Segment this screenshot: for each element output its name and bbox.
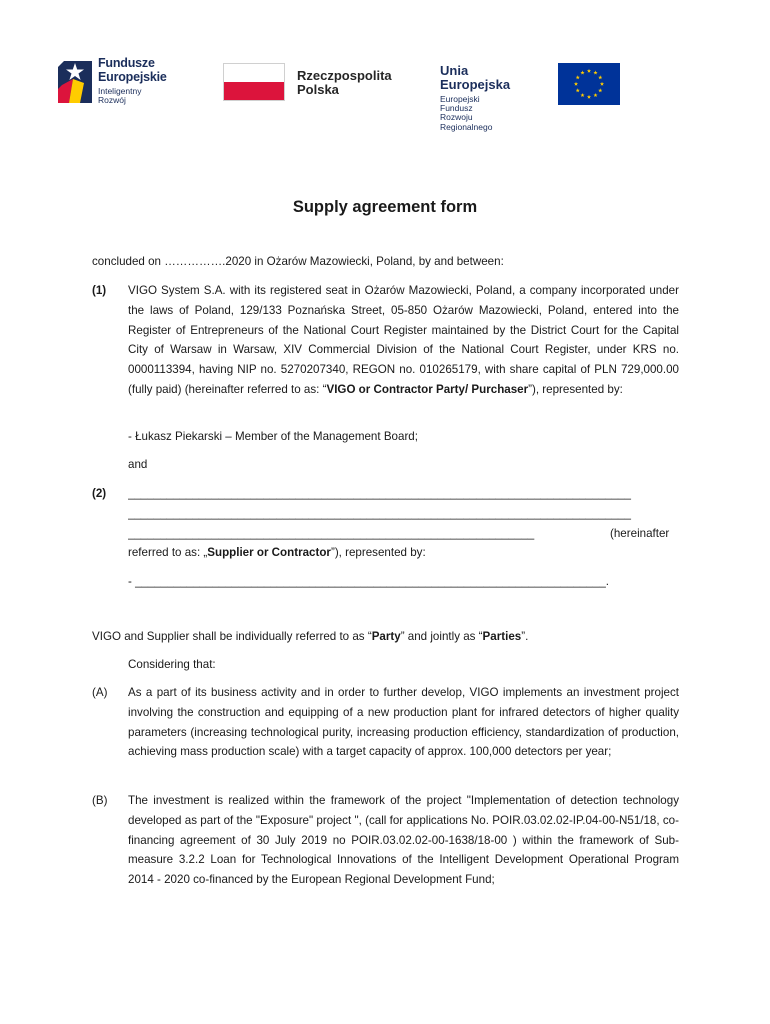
page-title: Supply agreement form — [292, 198, 478, 216]
considering-heading: Considering that: — [128, 658, 216, 671]
ue-line2: Europejski Fundusz — [440, 93, 480, 113]
party2-blank-line-2: ______________________________________________________________________________ — [128, 507, 631, 520]
party2-blank-line-3: _______________________________________________________________ — [128, 527, 535, 540]
fe-line3: Inteligentny Rozwój — [98, 86, 142, 105]
party1-text-a: VIGO System S.A. with its registered seat in Ożarów Mazowiecki, Poland, a company incorporated under the laws of Poland, 129/133 Poznańska Street, 05-850 Ożarów Mazowiecki, Poland, entered into the Register of Entrepreneurs of the National Court Register maintained by the District Court for the Capital City of Warsaw in Warsaw, XIV Commercial Division of the National Court Register, under KRS no. 0000113394, having NIP no. 5270207340, REGON no. 010265179, with share capital of PLN 729,000.00 (fully paid) (hereinafter referred to as: “ — [128, 284, 679, 396]
header-logos — [0, 55, 770, 132]
pl-line1: Rzeczpospolita — [297, 68, 392, 83]
parties-term: Parties — [482, 630, 522, 643]
intro-line: concluded on …………….2020 in Ożarów Mazowiecki, Poland, by and between: — [92, 255, 504, 268]
recital-b-text: The investment is realized within the framework of the project "Implementation of detection technology developed as part of the "Exposure" project ", (call for applications No. POIR.03.02.02-IP.04-00-N51/18, co-financing agreement of 30 July 2019 no POIR.03.02.02-00-1638/18-00 ) within the framework of Sub-measure 3.2.2 Loan for Technological Innovations of the Intelligent Development Operational Program 2014 - 2020 co-financed by the European Regional Development Fund; — [128, 794, 679, 887]
polish-flag-icon — [223, 63, 285, 101]
fe-line1: Fundusze — [98, 56, 155, 70]
hereinafter-text: (hereinafter — [610, 527, 670, 540]
supplier-ref-bold: Supplier or Contractor — [207, 546, 331, 559]
party1-number: (1) — [92, 284, 107, 297]
party1-description — [128, 281, 679, 400]
parties-def-a: VIGO and Supplier shall be individually referred to as “ — [92, 630, 372, 643]
fundusze-europejskie-star-icon — [58, 57, 92, 103]
party2-blank-line-1: ______________________________________________________________________________ — [128, 487, 631, 500]
supplier-reference — [128, 543, 426, 563]
ue-line3: Rozwoju Regionalnego — [440, 112, 493, 132]
pl-line2: Polska — [297, 81, 339, 97]
parties-def-b: ” and jointly as “ — [400, 630, 483, 643]
party1-text-b: ”), represented by: — [528, 382, 623, 396]
and-text: and — [128, 458, 148, 471]
parties-def-c: ”. — [521, 630, 529, 643]
party1-bold-name: VIGO or Contractor Party/ Purchaser — [326, 382, 529, 396]
recital-a-text: As a part of its business activity and in order to further develop, VIGO implements an investment project involving the construction and equipping of a new production plant for infrared detectors of higher quality parameters (increasing technological purity, increasing production efficiency, standardization of production, achieving mass production scale) with a target capacity of approx. 100,000 detectors per year; — [128, 686, 679, 759]
supplier-representative-line: - _________________________________________________________________________. — [128, 575, 609, 588]
party-term: Party — [371, 630, 401, 643]
recital-b-label: (B) — [92, 794, 108, 807]
supplier-ref-b: ”), represented by: — [330, 546, 426, 559]
party2-number: (2) — [92, 487, 107, 500]
fe-line2: Europejskie — [98, 69, 167, 84]
ue-line1: Unia Europejska — [440, 63, 511, 93]
party1-representative: - Łukasz Piekarski – Member of the Management Board; — [128, 430, 418, 443]
supplier-ref-a: referred to as: „ — [128, 546, 208, 559]
recital-a-label: (A) — [92, 686, 108, 699]
eu-flag-icon — [558, 63, 620, 105]
parties-definition — [92, 627, 528, 647]
